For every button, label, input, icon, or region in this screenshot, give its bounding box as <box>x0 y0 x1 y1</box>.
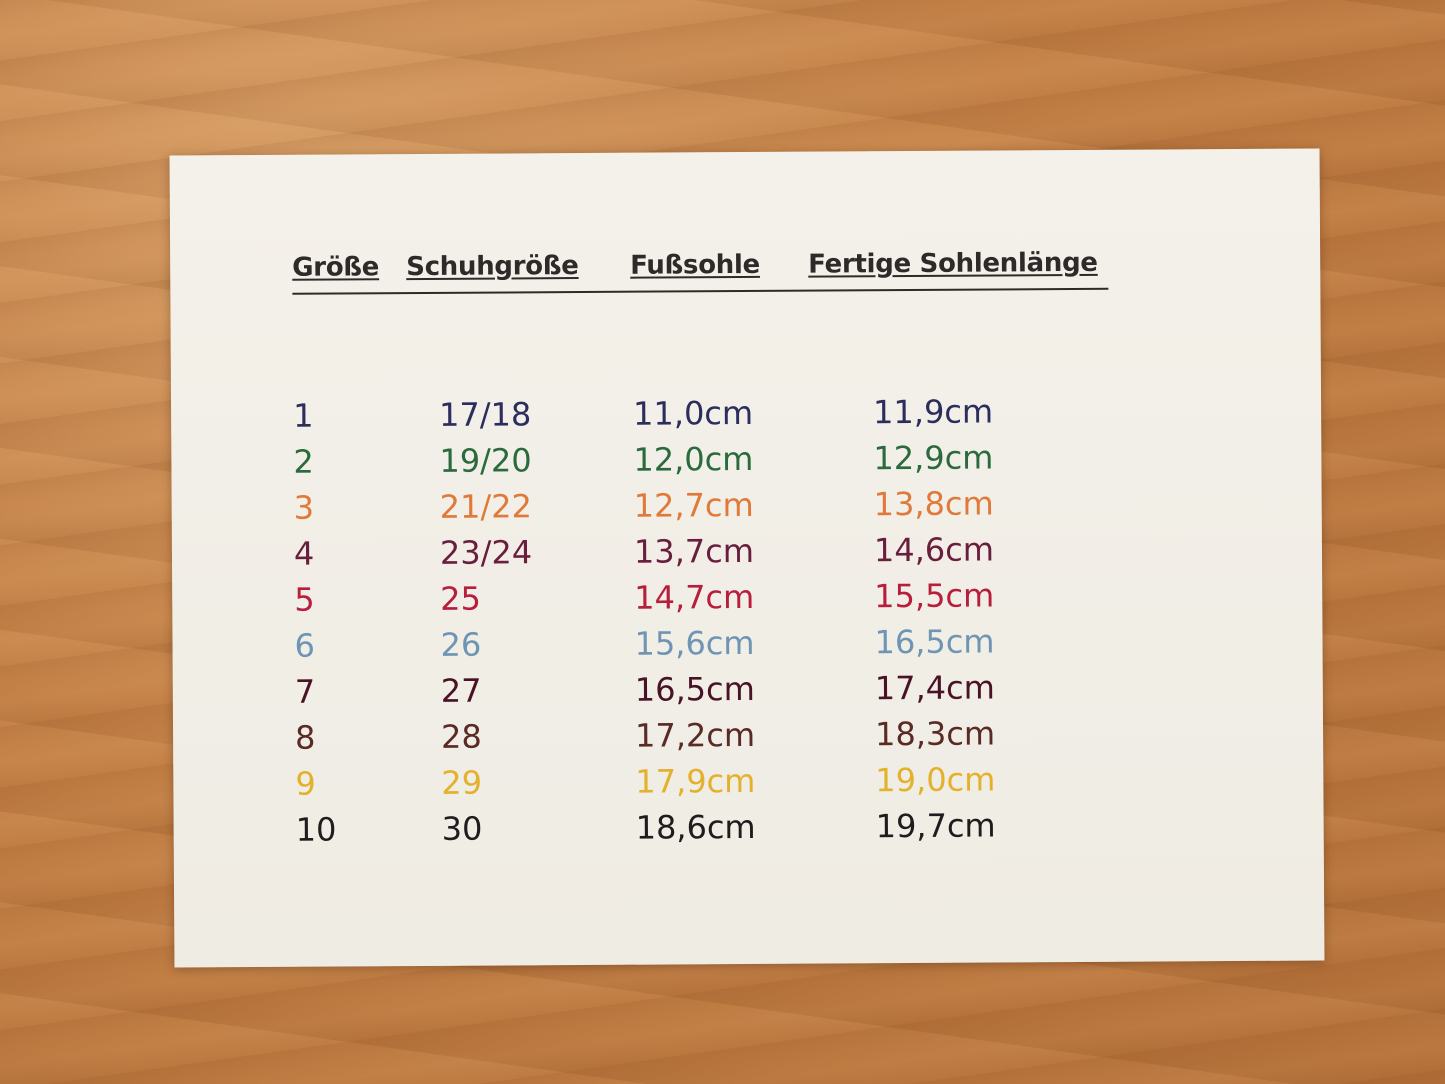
paper-sheet <box>170 148 1325 967</box>
cell-shoe-size: 30 <box>441 809 483 848</box>
cell-size: 10 <box>295 810 337 849</box>
cell-sole-length: 17,4cm <box>874 668 995 708</box>
cell-sole-length: 15,5cm <box>874 576 995 616</box>
cell-foot-sole: 16,5cm <box>634 669 755 709</box>
table-row <box>296 806 1096 857</box>
cell-shoe-size: 19/20 <box>439 441 532 480</box>
table-row <box>293 438 1093 489</box>
size-table <box>293 392 1096 857</box>
cell-size: 3 <box>293 488 315 527</box>
cell-foot-sole: 17,2cm <box>634 715 756 755</box>
cell-shoe-size: 26 <box>440 625 482 664</box>
header-foot-sole: Fußsohle <box>630 249 760 281</box>
cell-shoe-size: 29 <box>441 763 483 802</box>
cell-sole-length: 19,0cm <box>875 760 996 800</box>
cell-foot-sole: 14,7cm <box>634 577 755 617</box>
cell-shoe-size: 17/18 <box>439 395 532 434</box>
header-shoe-size: Schuhgröße <box>406 251 579 283</box>
cell-size: 1 <box>293 396 314 435</box>
cell-foot-sole: 17,9cm <box>635 761 756 801</box>
cell-foot-sole: 11,0cm <box>633 393 754 433</box>
cell-foot-sole: 12,0cm <box>633 439 754 479</box>
table-row <box>294 576 1094 627</box>
cell-foot-sole: 12,7cm <box>633 485 754 525</box>
cell-size: 6 <box>294 626 316 665</box>
cell-sole-length: 11,9cm <box>872 392 994 432</box>
table-row <box>295 760 1095 811</box>
cell-shoe-size: 25 <box>440 579 482 618</box>
cell-sole-length: 16,5cm <box>874 622 995 662</box>
cell-size: 2 <box>293 442 314 481</box>
header-finished-sole-length: Fertige Sohlenlänge <box>808 247 1098 280</box>
cell-size: 7 <box>294 672 316 711</box>
table-row <box>295 714 1095 765</box>
cell-shoe-size: 21/22 <box>439 487 533 526</box>
table-row <box>294 530 1094 581</box>
table-row <box>293 392 1093 443</box>
cell-sole-length: 14,6cm <box>873 530 995 570</box>
cell-sole-length: 18,3cm <box>874 714 996 754</box>
cell-sole-length: 12,9cm <box>873 438 994 478</box>
cell-size: 4 <box>293 534 315 573</box>
cell-shoe-size: 23/24 <box>439 533 533 572</box>
cell-size: 9 <box>295 764 316 803</box>
table-header <box>292 248 1108 295</box>
cell-foot-sole: 13,7cm <box>633 531 755 571</box>
cell-sole-length: 19,7cm <box>875 806 996 846</box>
cell-foot-sole: 15,6cm <box>634 623 755 663</box>
cell-foot-sole: 18,6cm <box>635 807 756 847</box>
cell-shoe-size: 28 <box>440 717 482 756</box>
cell-size: 5 <box>294 580 315 619</box>
cell-shoe-size: 27 <box>440 671 482 710</box>
cell-sole-length: 13,8cm <box>873 484 994 524</box>
cell-size: 8 <box>294 718 316 757</box>
table-row <box>295 668 1095 719</box>
header-size: Größe <box>292 252 380 283</box>
table-row <box>294 484 1094 535</box>
table-row <box>294 622 1094 673</box>
